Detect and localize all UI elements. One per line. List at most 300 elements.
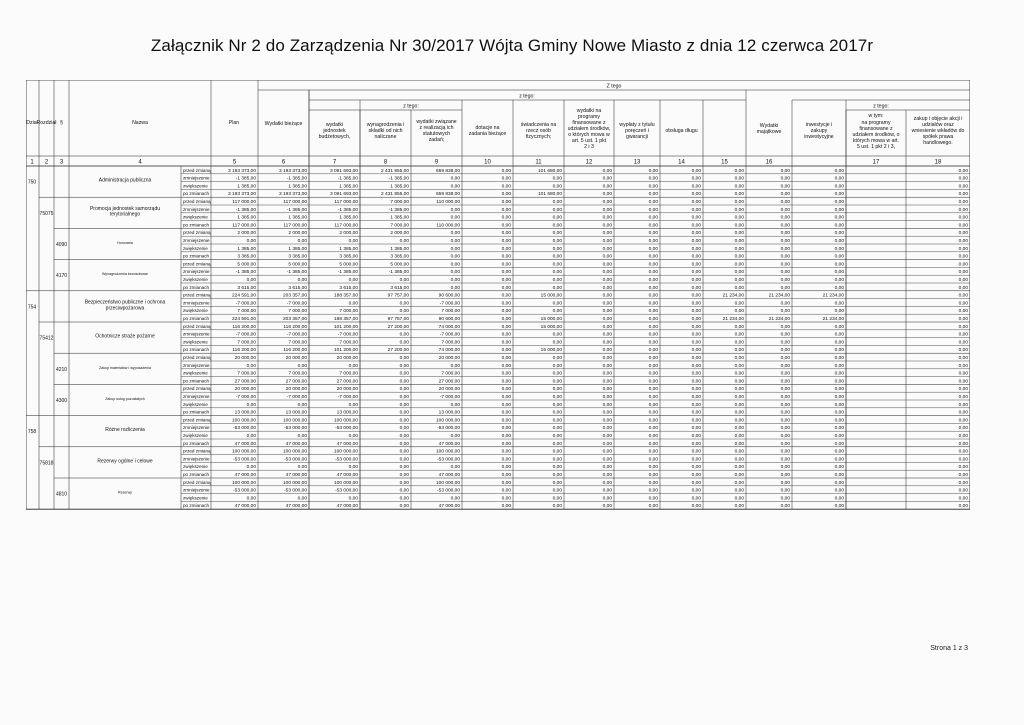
value-cell: 47 000,00 bbox=[438, 441, 460, 447]
value-cell: 0,00 bbox=[501, 246, 511, 252]
block-name: Zakup materiałów i wyposażenia bbox=[99, 365, 151, 370]
value-cell: 0,00 bbox=[958, 363, 968, 369]
value-cell: 0,00 bbox=[958, 278, 968, 283]
value-cell: 100 000,00 bbox=[333, 418, 358, 424]
value-cell: 0,00 bbox=[501, 395, 511, 400]
header-z-tego-biezace: z tego: bbox=[519, 93, 535, 100]
value-cell: 0,00 bbox=[734, 168, 744, 174]
value-cell: 1 385,00 bbox=[288, 215, 307, 221]
value-cell: 0,00 bbox=[691, 192, 701, 198]
value-cell: 0,00 bbox=[734, 395, 744, 400]
value-cell: 0,00 bbox=[780, 223, 790, 229]
value-cell: 0,00 bbox=[399, 457, 409, 463]
value-cell: 0,00 bbox=[734, 473, 744, 478]
value-cell: 0,00 bbox=[399, 309, 409, 315]
value-cell: 0,00 bbox=[691, 215, 701, 221]
value-cell: 7 000,00 bbox=[441, 371, 460, 377]
value-cell: 0,00 bbox=[958, 207, 968, 213]
value-cell: 0,00 bbox=[552, 309, 562, 315]
header-z-tego-jednostek: z tego: bbox=[403, 103, 419, 110]
value-cell: 13 000,00 bbox=[438, 410, 460, 416]
value-cell: 0,00 bbox=[552, 207, 562, 213]
value-cell: -1 385,00 bbox=[235, 270, 256, 276]
value-cell: 0,00 bbox=[399, 356, 409, 361]
value-cell: 0,00 bbox=[691, 246, 701, 252]
value-cell: 0,00 bbox=[602, 402, 612, 408]
value-cell: 0,00 bbox=[501, 254, 511, 260]
value-cell: 0,00 bbox=[734, 356, 744, 361]
value-cell: 203 357,00 bbox=[282, 293, 307, 299]
value-cell: -7 000,00 bbox=[337, 395, 358, 400]
value-cell: 0,00 bbox=[691, 457, 701, 463]
value-cell: 0,00 bbox=[552, 371, 562, 377]
value-cell: 0,00 bbox=[552, 301, 562, 307]
value-cell: 0,00 bbox=[958, 504, 968, 510]
value-cell: 47 000,00 bbox=[336, 473, 358, 478]
value-cell: 0,00 bbox=[552, 246, 562, 252]
value-cell: 0,00 bbox=[501, 207, 511, 213]
header-dotacje: dotacje na zadania bieżące bbox=[468, 125, 507, 137]
row-label: przed zmianą bbox=[183, 292, 211, 298]
value-cell: 0,00 bbox=[648, 176, 658, 182]
value-cell: 0,00 bbox=[834, 168, 844, 174]
value-cell: 0,00 bbox=[602, 184, 612, 190]
value-cell: -53 000,00 bbox=[437, 488, 460, 494]
value-cell: 0,00 bbox=[780, 488, 790, 494]
value-cell: 0,00 bbox=[501, 379, 511, 385]
value-cell: 0,00 bbox=[691, 200, 701, 205]
value-cell: 116 200,00 bbox=[283, 324, 307, 330]
row-label: zmniejszenie bbox=[183, 300, 210, 306]
value-cell: 0,00 bbox=[648, 449, 658, 455]
value-cell: 117 000,00 bbox=[334, 223, 358, 229]
header-inwestycje: inwestycje i zakupy inwestycyjne bbox=[804, 122, 834, 140]
value-cell: 0,00 bbox=[399, 387, 409, 393]
value-cell: 0,00 bbox=[734, 457, 744, 463]
value-cell: 0,00 bbox=[834, 200, 844, 205]
value-cell: 7 000,00 bbox=[288, 340, 307, 346]
value-cell: 0,00 bbox=[552, 418, 562, 424]
value-cell: 0,00 bbox=[834, 309, 844, 315]
value-cell: 0,00 bbox=[834, 402, 844, 408]
header-zakup-akcji: zakup i objęcie akcji i udziałów oraz wniesienie wkładów do spółek prawa handlowego. bbox=[911, 116, 965, 146]
value-cell: 0,00 bbox=[734, 387, 744, 393]
value-cell: 0,00 bbox=[501, 473, 511, 478]
value-cell: 0,00 bbox=[691, 207, 701, 213]
value-cell: -7 000,00 bbox=[286, 332, 307, 338]
value-cell: 0,00 bbox=[552, 410, 562, 416]
value-cell: 0,00 bbox=[552, 215, 562, 221]
value-cell: 0,00 bbox=[501, 457, 511, 463]
value-cell: 0,00 bbox=[501, 215, 511, 221]
value-cell: 0,00 bbox=[958, 176, 968, 182]
column-number-2: 2 bbox=[44, 159, 49, 166]
value-cell: 0,00 bbox=[648, 488, 658, 494]
value-cell: 117 000,00 bbox=[283, 223, 307, 229]
value-cell: 0,00 bbox=[501, 239, 511, 244]
value-cell: 117 000,00 bbox=[334, 200, 358, 205]
value-cell: 5 000,00 bbox=[288, 262, 307, 268]
value-cell: -1 385,00 bbox=[235, 176, 256, 182]
value-cell: 0,00 bbox=[648, 473, 658, 478]
value-cell: 0,00 bbox=[552, 449, 562, 455]
row-label: przed zmianą bbox=[183, 261, 211, 267]
value-cell: 3 385,00 bbox=[339, 254, 358, 260]
block-name: Honoraria bbox=[117, 241, 133, 245]
value-cell: 0,00 bbox=[399, 434, 409, 439]
value-cell: 0,00 bbox=[501, 200, 511, 205]
column-number-9: 9 bbox=[434, 159, 439, 166]
value-cell: 0,00 bbox=[691, 371, 701, 377]
value-cell: -53 000,00 bbox=[233, 457, 256, 463]
value-cell: 0,00 bbox=[648, 285, 658, 291]
value-cell: 0,00 bbox=[648, 426, 658, 432]
value-cell: 0,00 bbox=[780, 441, 790, 447]
value-cell: 21 234,00 bbox=[768, 293, 790, 299]
row-label: po zmianach bbox=[183, 378, 210, 384]
value-cell: 0,00 bbox=[734, 441, 744, 447]
value-cell: 0,00 bbox=[648, 270, 658, 276]
value-cell: 0,00 bbox=[780, 270, 790, 276]
value-cell: 47 000,00 bbox=[234, 473, 256, 478]
value-cell: -53 000,00 bbox=[335, 488, 358, 494]
value-cell: 0,00 bbox=[958, 426, 968, 432]
value-cell: 101 200,00 bbox=[333, 348, 358, 354]
value-cell: 0,00 bbox=[834, 246, 844, 252]
value-cell: 0,00 bbox=[958, 324, 968, 330]
value-cell: -1 385,00 bbox=[286, 270, 307, 276]
row-label: zmniejszenie bbox=[183, 238, 210, 243]
row-label: zmniejszenie bbox=[183, 175, 210, 181]
value-cell: 0,00 bbox=[399, 278, 409, 283]
row-label: zmniejszenie bbox=[183, 425, 210, 431]
value-cell: 188 357,00 bbox=[333, 293, 358, 299]
value-cell: 0,00 bbox=[501, 504, 511, 510]
value-cell: 0,00 bbox=[958, 317, 968, 322]
value-cell: 0,00 bbox=[780, 340, 790, 346]
value-cell: 0,00 bbox=[602, 301, 612, 307]
value-cell: 188 357,00 bbox=[333, 317, 358, 322]
value-cell: 0,00 bbox=[734, 192, 744, 198]
value-cell: 47 000,00 bbox=[234, 504, 256, 510]
value-cell: 0,00 bbox=[399, 426, 409, 432]
value-cell: 0,00 bbox=[648, 371, 658, 377]
value-cell: 0,00 bbox=[834, 285, 844, 291]
value-cell: 0,00 bbox=[780, 246, 790, 252]
value-cell: 116 200,00 bbox=[232, 324, 256, 330]
value-cell: 0,00 bbox=[450, 254, 460, 260]
value-cell: -7 000,00 bbox=[439, 395, 460, 400]
value-cell: 0,00 bbox=[552, 270, 562, 276]
value-cell: 0,00 bbox=[958, 465, 968, 471]
value-cell: 0,00 bbox=[450, 434, 460, 439]
value-cell: 0,00 bbox=[399, 465, 409, 471]
value-cell: 0,00 bbox=[780, 410, 790, 416]
value-cell: 7 000,00 bbox=[390, 200, 409, 205]
value-cell: 0,00 bbox=[734, 418, 744, 424]
value-cell: 0,00 bbox=[780, 418, 790, 424]
value-cell: 0,00 bbox=[450, 278, 460, 283]
row-label: po zmianach bbox=[183, 284, 210, 290]
value-cell: 0,00 bbox=[450, 285, 460, 291]
value-cell: -1 385,00 bbox=[286, 207, 307, 213]
value-cell: 203 357,00 bbox=[282, 317, 307, 322]
value-cell: 20 000,00 bbox=[438, 356, 460, 361]
value-cell: 0,00 bbox=[834, 332, 844, 338]
value-cell: 0,00 bbox=[958, 387, 968, 393]
value-cell: -7 000,00 bbox=[286, 301, 307, 307]
value-cell: 224 591,00 bbox=[231, 293, 256, 299]
value-cell: 0,00 bbox=[834, 496, 844, 502]
value-cell: 0,00 bbox=[348, 363, 358, 369]
value-cell: 0,00 bbox=[691, 184, 701, 190]
value-cell: 2 000,00 bbox=[339, 231, 358, 237]
header-swiadczenia: świadczenia na rzecz osób fizycznych; bbox=[520, 122, 557, 140]
value-cell: 0,00 bbox=[552, 426, 562, 432]
value-cell: 0,00 bbox=[399, 449, 409, 455]
value-cell: 0,00 bbox=[958, 379, 968, 385]
value-cell: 0,00 bbox=[958, 301, 968, 307]
paragraf-code: 4810 bbox=[55, 491, 68, 498]
paragraf-code: 4090 bbox=[55, 242, 68, 248]
value-cell: 0,00 bbox=[246, 496, 256, 502]
paragraf-code: 4300 bbox=[55, 398, 68, 404]
value-cell: 1 385,00 bbox=[390, 184, 409, 190]
value-cell: 0,00 bbox=[450, 184, 460, 190]
row-label: po zmianach bbox=[183, 222, 210, 228]
value-cell: 0,00 bbox=[246, 363, 256, 369]
value-cell: 0,00 bbox=[958, 168, 968, 174]
value-cell: 0,00 bbox=[734, 465, 744, 471]
value-cell: 0,00 bbox=[399, 418, 409, 424]
value-cell: 0,00 bbox=[602, 168, 612, 174]
value-cell: 0,00 bbox=[602, 262, 612, 268]
value-cell: 0,00 bbox=[501, 410, 511, 416]
value-cell: 0,00 bbox=[648, 293, 658, 299]
value-cell: 0,00 bbox=[734, 309, 744, 315]
column-number-14: 14 bbox=[678, 159, 685, 166]
value-cell: 0,00 bbox=[648, 317, 658, 322]
value-cell: 0,00 bbox=[501, 309, 511, 315]
value-cell: 0,00 bbox=[450, 246, 460, 252]
value-cell: 20 000,00 bbox=[336, 356, 358, 361]
value-cell: 0,00 bbox=[501, 270, 511, 276]
value-cell: 0,00 bbox=[734, 200, 744, 205]
value-cell: 0,00 bbox=[602, 395, 612, 400]
value-cell: 0,00 bbox=[734, 231, 744, 237]
value-cell: 0,00 bbox=[501, 340, 511, 346]
column-number-5: 5 bbox=[232, 159, 237, 166]
value-cell: 0,00 bbox=[297, 363, 307, 369]
value-cell: 0,00 bbox=[780, 395, 790, 400]
row-label: zmniejszenie bbox=[183, 269, 210, 275]
value-cell: 3 615,00 bbox=[339, 285, 358, 291]
value-cell: 0,00 bbox=[834, 410, 844, 416]
value-cell: 3 385,00 bbox=[288, 254, 307, 260]
value-cell: 100 000,00 bbox=[231, 480, 256, 486]
value-cell: 0,00 bbox=[348, 402, 358, 408]
value-cell: -53 000,00 bbox=[284, 488, 307, 494]
value-cell: 20 000,00 bbox=[285, 356, 307, 361]
row-label: po zmianach bbox=[183, 503, 210, 509]
value-cell: 13 000,00 bbox=[285, 410, 307, 416]
value-cell: 0,00 bbox=[399, 496, 409, 502]
value-cell: 0,00 bbox=[602, 332, 612, 338]
value-cell: 47 000,00 bbox=[285, 441, 307, 447]
value-cell: 116 200,00 bbox=[283, 348, 307, 354]
column-number-4: 4 bbox=[138, 159, 142, 166]
block-name: Ochotnicze straże pożarne bbox=[95, 333, 155, 340]
value-cell: 0,00 bbox=[602, 231, 612, 237]
value-cell: 100 000,00 bbox=[282, 449, 307, 455]
value-cell: 0,00 bbox=[780, 465, 790, 471]
value-cell: 100 000,00 bbox=[231, 418, 256, 424]
value-cell: 0,00 bbox=[834, 215, 844, 221]
value-cell: -1 385,00 bbox=[388, 270, 409, 276]
value-cell: 0,00 bbox=[958, 293, 968, 299]
value-cell: 0,00 bbox=[834, 239, 844, 244]
value-cell: 0,00 bbox=[834, 434, 844, 439]
value-cell: 0,00 bbox=[297, 434, 307, 439]
value-cell: -1 385,00 bbox=[337, 176, 358, 182]
value-cell: 0,00 bbox=[648, 246, 658, 252]
value-cell: 74 000,00 bbox=[438, 324, 460, 330]
value-cell: 0,00 bbox=[834, 340, 844, 346]
value-cell: 0,00 bbox=[399, 363, 409, 369]
value-cell: 0,00 bbox=[501, 324, 511, 330]
value-cell: 1 385,00 bbox=[237, 246, 256, 252]
value-cell: 0,00 bbox=[834, 270, 844, 276]
value-cell: 0,00 bbox=[602, 356, 612, 361]
value-cell: 3 091 693,00 bbox=[329, 192, 358, 198]
value-cell: 0,00 bbox=[246, 278, 256, 283]
value-cell: 0,00 bbox=[691, 348, 701, 354]
value-cell: -7 000,00 bbox=[235, 332, 256, 338]
value-cell: 0,00 bbox=[834, 192, 844, 198]
value-cell: 3 193 373,00 bbox=[227, 168, 256, 174]
value-cell: 0,00 bbox=[552, 340, 562, 346]
value-cell: 0,00 bbox=[297, 402, 307, 408]
value-cell: 0,00 bbox=[501, 301, 511, 307]
value-cell: 0,00 bbox=[734, 426, 744, 432]
value-cell: 0,00 bbox=[691, 387, 701, 393]
value-cell: 0,00 bbox=[297, 496, 307, 502]
row-label: przed zmianą bbox=[183, 230, 211, 236]
value-cell: 0,00 bbox=[450, 363, 460, 369]
column-number-1: 1 bbox=[30, 159, 34, 166]
value-cell: 0,00 bbox=[834, 488, 844, 494]
value-cell: 0,00 bbox=[552, 395, 562, 400]
value-cell: 0,00 bbox=[602, 207, 612, 213]
row-label: po zmianach bbox=[183, 347, 210, 353]
row-label: zwiększenie bbox=[183, 214, 208, 220]
row-label: przed zmianą bbox=[183, 479, 211, 485]
value-cell: 0,00 bbox=[691, 309, 701, 315]
value-cell: 0,00 bbox=[780, 504, 790, 510]
value-cell: 0,00 bbox=[834, 441, 844, 447]
value-cell: 117 000,00 bbox=[283, 200, 307, 205]
column-number-15: 15 bbox=[721, 159, 728, 166]
value-cell: 0,00 bbox=[501, 231, 511, 237]
value-cell: 7 000,00 bbox=[237, 309, 256, 315]
value-cell: 0,00 bbox=[602, 449, 612, 455]
value-cell: 0,00 bbox=[958, 371, 968, 377]
value-cell: 47 000,00 bbox=[234, 441, 256, 447]
value-cell: 0,00 bbox=[648, 496, 658, 502]
value-cell: 20 000,00 bbox=[234, 387, 256, 393]
value-cell: 0,00 bbox=[399, 340, 409, 346]
value-cell: 0,00 bbox=[602, 246, 612, 252]
value-cell: 47 000,00 bbox=[285, 473, 307, 478]
value-cell: 0,00 bbox=[834, 387, 844, 393]
row-label: zwiększenie bbox=[183, 277, 208, 282]
value-cell: 1 385,00 bbox=[390, 246, 409, 252]
column-number-7: 7 bbox=[332, 159, 337, 166]
value-cell: 0,00 bbox=[450, 215, 460, 221]
value-cell: 0,00 bbox=[648, 356, 658, 361]
value-cell: 0,00 bbox=[450, 465, 460, 471]
value-cell: 0,00 bbox=[734, 184, 744, 190]
value-cell: 0,00 bbox=[834, 480, 844, 486]
value-cell: 0,00 bbox=[648, 434, 658, 439]
value-cell: 117 000,00 bbox=[232, 223, 256, 229]
rozdzial-code: 75818 bbox=[39, 460, 54, 467]
value-cell: 0,00 bbox=[691, 293, 701, 299]
value-cell: 0,00 bbox=[834, 254, 844, 260]
row-label: przed zmianą bbox=[183, 199, 211, 204]
value-cell: 1 385,00 bbox=[288, 246, 307, 252]
value-cell: 0,00 bbox=[450, 262, 460, 268]
value-cell: 0,00 bbox=[834, 348, 844, 354]
value-cell: 0,00 bbox=[834, 379, 844, 385]
value-cell: 0,00 bbox=[958, 254, 968, 260]
value-cell: 0,00 bbox=[958, 356, 968, 361]
value-cell: 0,00 bbox=[602, 200, 612, 205]
value-cell: 0,00 bbox=[399, 301, 409, 307]
value-cell: 0,00 bbox=[734, 254, 744, 260]
value-cell: 20 000,00 bbox=[438, 387, 460, 393]
value-cell: 0,00 bbox=[648, 239, 658, 244]
value-cell: 0,00 bbox=[648, 387, 658, 393]
value-cell: -7 000,00 bbox=[439, 301, 460, 307]
value-cell: 0,00 bbox=[501, 480, 511, 486]
value-cell: 0,00 bbox=[501, 363, 511, 369]
value-cell: -7 000,00 bbox=[286, 395, 307, 400]
value-cell: 0,00 bbox=[648, 262, 658, 268]
value-cell: 0,00 bbox=[552, 441, 562, 447]
column-number-3: 3 bbox=[59, 159, 64, 166]
value-cell: 0,00 bbox=[648, 379, 658, 385]
value-cell: 0,00 bbox=[552, 231, 562, 237]
value-cell: 0,00 bbox=[246, 402, 256, 408]
value-cell: 0,00 bbox=[602, 324, 612, 330]
value-cell: 100 000,00 bbox=[282, 418, 307, 424]
value-cell: -1 385,00 bbox=[286, 176, 307, 182]
block-name: Różne rozliczenia bbox=[105, 427, 145, 434]
value-cell: 7 000,00 bbox=[441, 309, 460, 315]
value-cell: 2 000,00 bbox=[390, 231, 409, 237]
value-cell: 0,00 bbox=[834, 473, 844, 478]
value-cell: 0,00 bbox=[246, 239, 256, 244]
row-label: zwiększenie bbox=[183, 339, 208, 345]
value-cell: 0,00 bbox=[780, 332, 790, 338]
value-cell: 0,00 bbox=[691, 254, 701, 260]
row-label: po zmianach bbox=[183, 191, 210, 197]
value-cell: 3 615,00 bbox=[390, 285, 409, 291]
value-cell: 0,00 bbox=[691, 395, 701, 400]
value-cell: 0,00 bbox=[501, 426, 511, 432]
header-z-tego: Z tego bbox=[606, 83, 622, 90]
